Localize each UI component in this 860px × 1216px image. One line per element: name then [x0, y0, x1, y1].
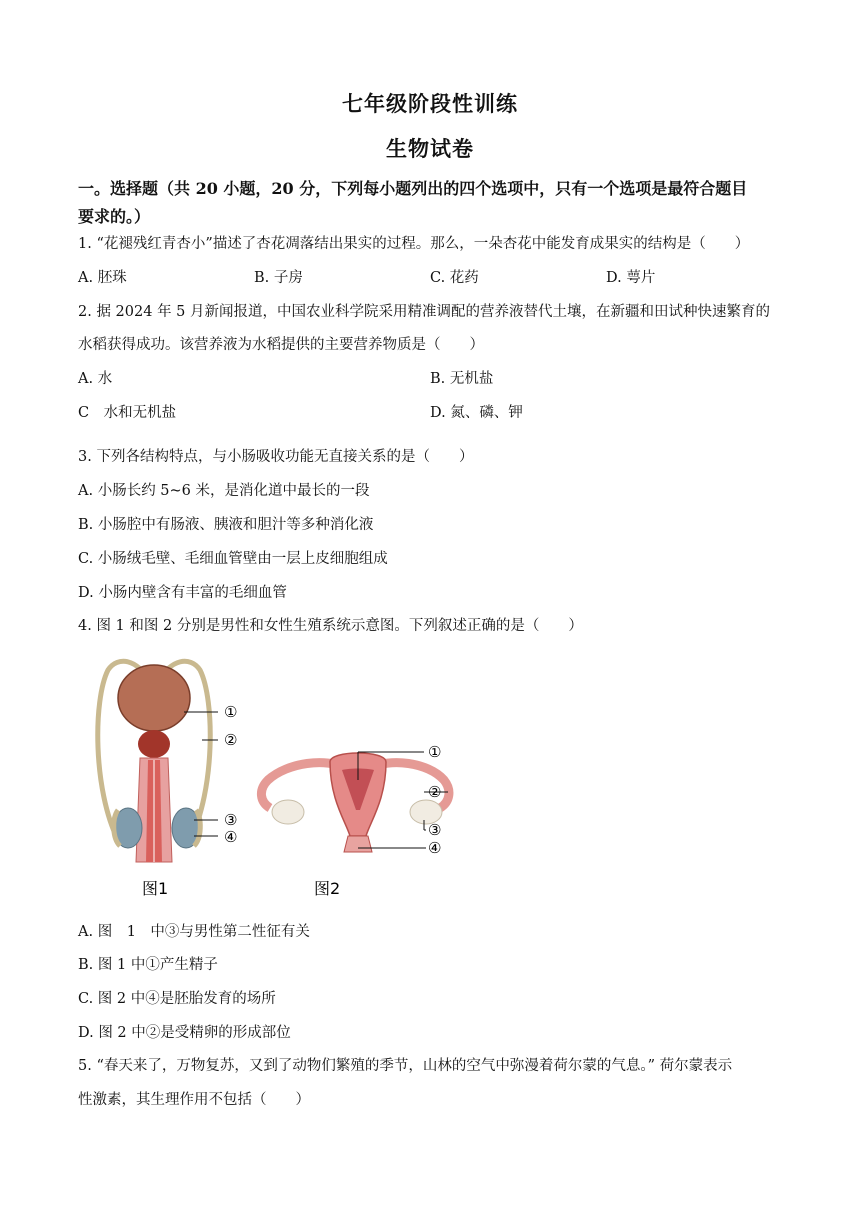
fig1-label-2: ② — [224, 731, 238, 749]
section-heading-line1: 一。选择题（共 20 小题，20 分，下列每小题列出的四个选项中，只有一个选项是最符合题目 — [78, 179, 748, 198]
question-1-option-a: A. 胚珠 — [78, 270, 127, 286]
fig1-label-1: ① — [224, 703, 238, 721]
fig2-label-2: ② — [428, 783, 442, 801]
question-5-stem-line1: 5. “春天来了，万物复苏，又到了动物们繁殖的季节，山林的空气中弥漫着荷尔蒙的气息。” 荷尔蒙表示 — [78, 1058, 733, 1074]
question-1-stem: 1. “花褪残红青杏小”描述了杏花凋落结出果实的过程。那么，一朵杏花中能发育成果实的结构是（ ） — [78, 236, 750, 252]
fig2-label-1: ① — [428, 743, 442, 761]
fig2-caption: 图2 — [314, 879, 341, 898]
question-1-option-b: B. 子房 — [254, 270, 303, 286]
female-reproductive-diagram — [261, 743, 449, 898]
question-4-option-d: D. 图 2 中②是受精卵的形成部位 — [78, 1025, 291, 1041]
reproductive-system-figure — [78, 640, 458, 900]
fig1-label-4: ④ — [224, 828, 238, 846]
question-2-option-b: B. 无机盐 — [430, 371, 494, 387]
question-4-option-b: B. 图 1 中①产生精子 — [78, 957, 218, 973]
question-1-option-d: D. 萼片 — [606, 270, 656, 286]
question-4-option-c: C. 图 2 中④是胚胎发育的场所 — [78, 991, 276, 1007]
question-2-option-d: D. 氮、磷、钾 — [430, 405, 523, 421]
question-4-stem: 4. 图 1 和图 2 分别是男性和女性生殖系统示意图。下列叙述正确的是（ ） — [78, 618, 583, 634]
question-2-option-c: C 水和无机盐 — [78, 405, 177, 421]
exam-subtitle: 生物试卷 — [386, 136, 474, 161]
question-5-stem-line2: 性激素，其生理作用不包括（ ） — [78, 1092, 310, 1108]
question-2-stem-line1: 2. 据 2024 年 5 月新闻报道，中国农业科学院采用精准调配的营养液替代土壤，在新疆和田试种快速繁育的 — [78, 304, 771, 320]
question-3-stem: 3. 下列各结构特点，与小肠吸收功能无直接关系的是（ ） — [78, 449, 474, 465]
question-2-stem-line2: 水稻获得成功。该营养液为水稻提供的主要营养物质是（ ） — [78, 337, 484, 353]
fig2-label-3: ③ — [428, 821, 442, 839]
fig1-label-3: ③ — [224, 811, 238, 829]
question-3-option-d: D. 小肠内壁含有丰富的毛细血管 — [78, 585, 287, 601]
male-reproductive-diagram — [98, 661, 238, 898]
question-3-option-b: B. 小肠腔中有肠液、胰液和胆汁等多种消化液 — [78, 517, 374, 533]
question-2-option-a: A. 水 — [78, 371, 113, 387]
section-heading-line2: 要求的。） — [78, 207, 151, 226]
question-1-option-c: C. 花药 — [430, 270, 479, 286]
fig2-label-4: ④ — [428, 839, 442, 857]
question-4-option-a: A. 图 1 中③与男性第二性征有关 — [78, 924, 310, 940]
exam-title: 七年级阶段性训练 — [342, 91, 518, 116]
question-3-option-a: A. 小肠长约 5~6 米，是消化道中最长的一段 — [78, 483, 370, 499]
fig1-caption: 图1 — [142, 879, 169, 898]
question-3-option-c: C. 小肠绒毛壁、毛细血管壁由一层上皮细胞组成 — [78, 551, 388, 567]
